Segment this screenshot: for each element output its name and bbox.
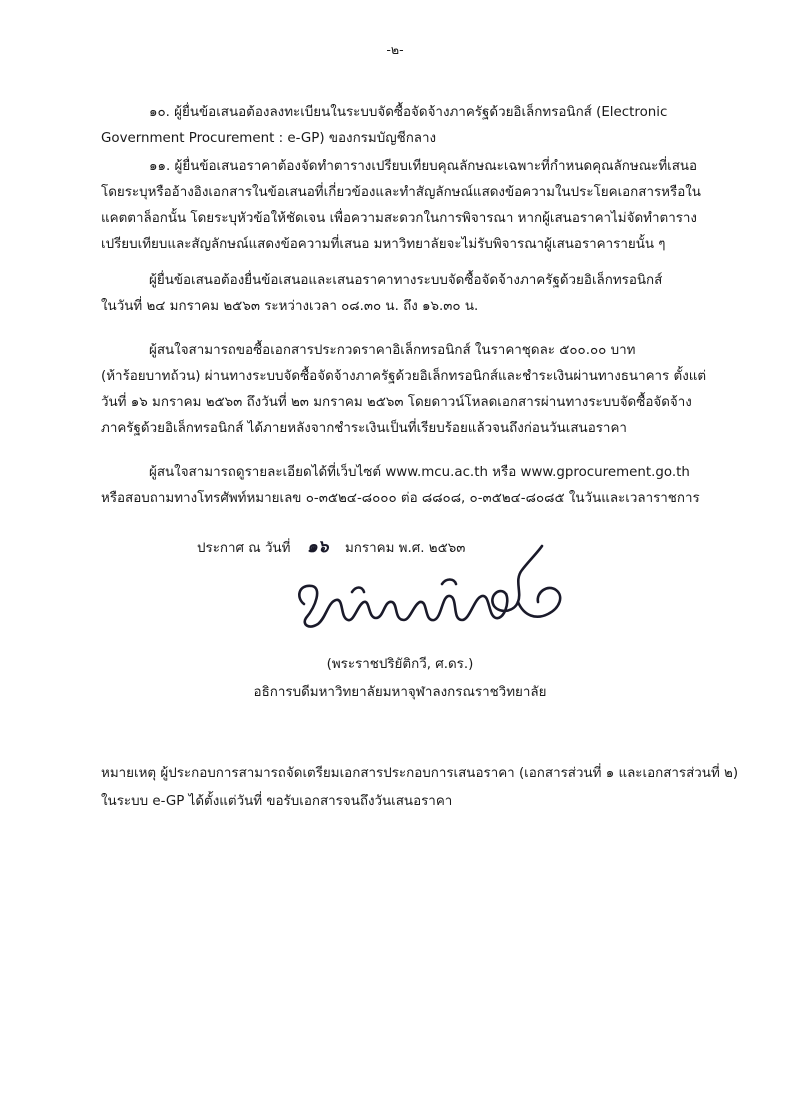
note bbox=[101, 760, 739, 816]
text-line: แคตตาล็อกนั้น โดยระบุหัวข้อให้ชัดเจน เพื่อความสะดวกในการพิจารณา หากผู้เสนอราคาไม่จัดทำตาราง bbox=[101, 211, 697, 226]
signer-name: (พระราชปริยัติกวี, ศ.ดร.) bbox=[326, 657, 474, 672]
paragraph-item-11 bbox=[101, 154, 701, 258]
text-line: ๑๑. ผู้ยื่นข้อเสนอราคาต้องจัดทำตารางเปรียบเทียบคุณลักษณะเฉพาะที่กำหนดคุณลักษณะที่เสนอ bbox=[149, 159, 698, 174]
paragraph-item-10 bbox=[101, 100, 701, 152]
text-line: เปรียบเทียบและสัญลักษณ์แสดงข้อความที่เสนอ มหาวิทยาลัยจะไม่รับพิจารณาผู้เสนอราคารายนั้น ๆ bbox=[101, 237, 666, 252]
paragraph-document-purchase bbox=[101, 338, 707, 442]
text-line: (ห้าร้อยบาทถ้วน) ผ่านทางระบบจัดซื้อจัดจ้างภาครัฐด้วยอิเล็กทรอนิกส์และชำระเงินผ่านทางธนาคาร ตั้งแต่ bbox=[101, 369, 707, 384]
text-line: ผู้สนใจสามารถดูรายละเอียดได้ที่เว็บไซต์ www.mcu.ac.th หรือ www.gprocurement.go.th bbox=[149, 465, 690, 480]
page-number: -๒- bbox=[386, 42, 404, 57]
handwritten-day: ๑๖ bbox=[306, 537, 329, 557]
text-line: หรือสอบถามทางโทรศัพท์หมายเลข ๐-๓๕๒๔-๘๐๐๐ ต่อ ๘๘๐๘, ๐-๓๕๒๔-๘๐๘๕ ในวันและเวลาราชการ bbox=[101, 491, 700, 506]
text-line: ในระบบ e-GP ได้ตั้งแต่วันที่ ขอรับเอกสารจนถึงวันเสนอราคา bbox=[101, 794, 453, 809]
paragraph-submission bbox=[101, 268, 701, 320]
text-line: หมายเหตุ ผู้ประกอบการสามารถจัดเตรียมเอกสารประกอบการเสนอราคา (เอกสารส่วนที่ ๑ และเอกสารส่วนที่ ๒) bbox=[101, 766, 739, 781]
text-line: ผู้ยื่นข้อเสนอต้องยื่นข้อเสนอและเสนอราคาทางระบบจัดซื้อจัดจ้างภาครัฐด้วยอิเล็กทรอนิกส์ bbox=[149, 273, 663, 288]
text-line: ในวันที่ ๒๔ มกราคม ๒๕๖๓ ระหว่างเวลา ๐๘.๓๐ น. ถึง ๑๖.๓๐ น. bbox=[101, 299, 479, 314]
text-line: โดยระบุหรืออ้างอิงเอกสารในข้อเสนอที่เกี่ยวข้องและทำสัญลักษณ์แสดงข้อความในประโยคเอกสารหรือใน bbox=[101, 185, 701, 200]
announcement-month-year: มกราคม พ.ศ. ๒๕๖๓ bbox=[344, 541, 466, 556]
text-line: Government Procurement : e-GP) ของกรมบัญชีกลาง bbox=[101, 131, 437, 146]
text-line: ๑๐. ผู้ยื่นข้อเสนอต้องลงทะเบียนในระบบจัดซื้อจัดจ้างภาครัฐด้วยอิเล็กทรอนิกส์ (Electronic bbox=[149, 105, 668, 120]
text-line: วันที่ ๑๖ มกราคม ๒๕๖๓ ถึงวันที่ ๒๓ มกราคม ๒๕๖๓ โดยดาวน์โหลดเอกสารผ่านทางระบบจัดซื้อจัดจ้าง bbox=[101, 395, 692, 410]
text-line: ผู้สนใจสามารถขอซื้อเอกสารประกวดราคาอิเล็กทรอนิกส์ ในราคาชุดละ ๕๐๐.๐๐ บาท bbox=[149, 343, 636, 358]
text-line: ภาครัฐด้วยอิเล็กทรอนิกส์ ได้ภายหลังจากชำระเงินเป็นที่เรียบร้อยแล้วจนถึงก่อนวันเสนอราคา bbox=[101, 421, 627, 436]
signature-image bbox=[292, 540, 572, 650]
signer-title: อธิการบดีมหาวิทยาลัยมหาจุฬาลงกรณราชวิทยาลัย bbox=[253, 685, 547, 700]
announcement-prefix: ประกาศ ณ วันที่ bbox=[197, 541, 291, 556]
paragraph-contact bbox=[101, 460, 701, 512]
